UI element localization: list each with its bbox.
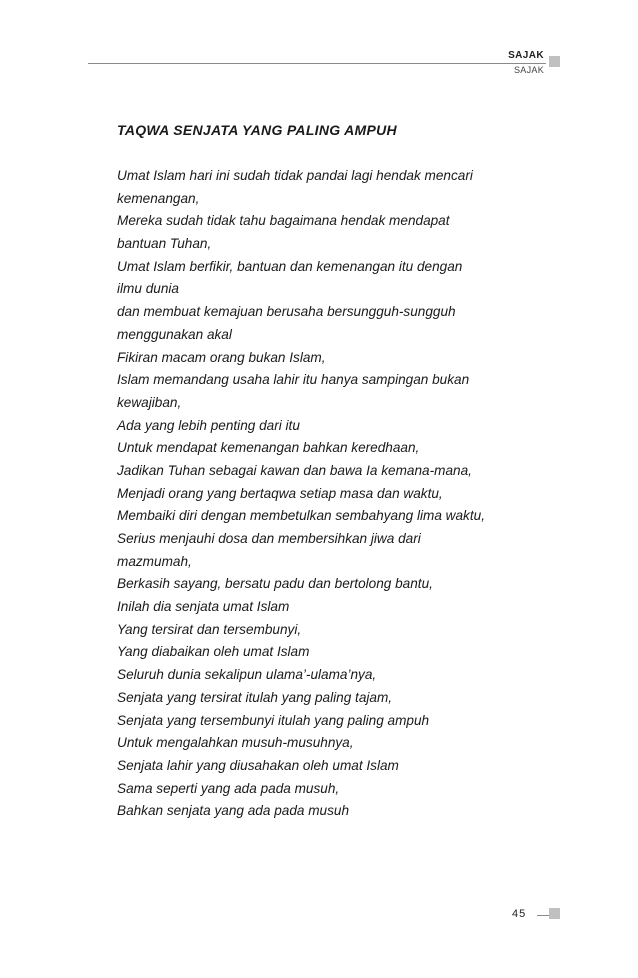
poem-line: Yang tersirat dan tersembunyi,: [117, 621, 302, 637]
poem-line: Yang diabaikan oleh umat Islam: [117, 644, 310, 660]
poem-line: Senjata yang tersembunyi itulah yang paling ampuh: [117, 712, 430, 728]
poem-line: Mereka sudah tidak tahu bagaimana hendak mendapat: [117, 213, 450, 229]
poem-line: Umat Islam berfikir, bantuan dan kemenangan itu dengan: [117, 258, 463, 274]
poem-line: mazmumah,: [117, 553, 192, 569]
poem-line: Seluruh dunia sekalipun ulama’-ulama’nya,: [117, 667, 377, 683]
poem-line: Fikiran macam orang bukan Islam,: [117, 349, 326, 365]
poem-line: Senjata lahir yang diusahakan oleh umat Islam: [117, 757, 399, 773]
poem-line: bantuan Tuhan,: [117, 236, 212, 252]
poem-line: Bahkan senjata yang ada pada musuh: [117, 803, 350, 819]
poem-line: Menjadi orang yang bertaqwa setiap masa dan waktu,: [117, 485, 443, 501]
poem-line: Umat Islam hari ini sudah tidak pandai lagi hendak mencari: [117, 168, 473, 183]
running-header-subtitle: SAJAK: [513, 65, 544, 75]
poem-line: kewajiban,: [117, 394, 182, 410]
page-number: 45: [512, 908, 527, 920]
poem-line: dan membuat kemajuan berusaha bersungguh-sungguh: [117, 304, 456, 320]
poem-line: Sama seperti yang ada pada musuh,: [117, 780, 340, 796]
running-header-title: SAJAK: [508, 50, 544, 61]
poem-line: Berkasih sayang, bersatu padu dan bertolong bantu,: [117, 576, 433, 592]
poem-line: Untuk mengalahkan musuh-musuhnya,: [117, 735, 354, 751]
poem-line: Serius menjauhi dosa dan membersihkan jiwa dari: [117, 531, 421, 546]
footer-rule: [537, 915, 549, 916]
poem-line: Membaiki diri dengan membetulkan sembahyang lima waktu,: [117, 508, 485, 524]
poem-line: Islam memandang usaha lahir itu hanya sampingan bukan: [117, 372, 470, 388]
poem-title: TAQWA SENJATA YANG PALING AMPUH: [117, 122, 397, 138]
poem-body: [117, 165, 557, 823]
poem-line: menggunakan akal: [117, 326, 232, 342]
poem-line: Senjata yang tersirat itulah yang paling tajam,: [117, 689, 393, 705]
poem-line: Jadikan Tuhan sebagai kawan dan bawa Ia kemana-mana,: [117, 462, 472, 478]
poem-line: Ada yang lebih penting dari itu: [117, 417, 300, 433]
poem-line: Untuk mendapat kemenangan bahkan keredhaan,: [117, 440, 420, 456]
poem-line: kemenangan,: [117, 190, 200, 206]
header-rule: [88, 63, 546, 64]
header-square-ornament: [549, 56, 560, 67]
poem-line: Inilah dia senjata umat Islam: [117, 599, 290, 615]
poem-line: ilmu dunia: [117, 281, 179, 297]
footer-square-ornament: [549, 908, 560, 919]
